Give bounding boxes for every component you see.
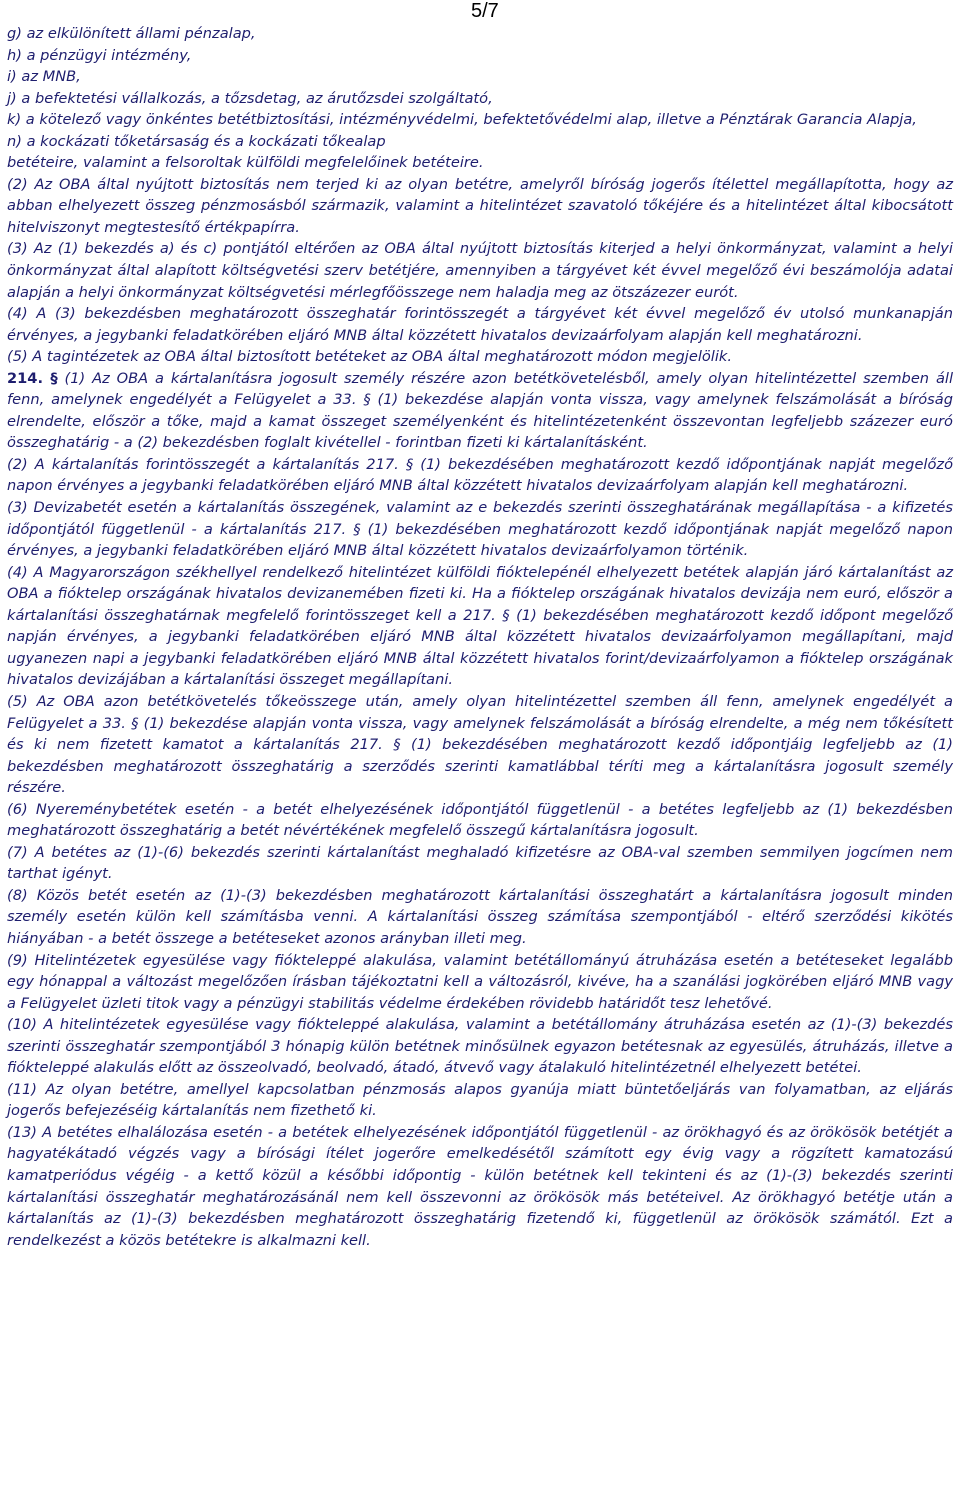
- section-214-paragraph-1: [7, 368, 953, 454]
- section-214-paragraph-13: (13) A betétes elhalálozása esetén - a betétek elhelyezésének időpontjától függetlenül - az örökhagyó és az örökösök betétjét a hagyatékátadó végzés vagy a bírósági ítélet jogerőre emelkedésétől számított egy évig vagy a rögzített kamatozású kamatperiódus végéig - a kettő közül a későbbi időpontig - külön betétnek kell tekinteni és az (1)-(3) bekezdés szerinti kártalanítási összeghatár meghatározásánál nem kell összevonni az örökösök más betéteivel. Az örökhagyó betétje után a kártalanítás az (1)-(3) bekezdésben meghatározott összeghatárig fizetendő ki, függetlenül az örökösök számától. Ezt a rendelkezést a közös betétekre is alkalmazni kell.: [7, 1123, 953, 1249]
- document-body: [7, 23, 953, 1251]
- paragraph-4: (4) A (3) bekezdésben meghatározott összeghatár forintösszegét a tárgyévet két évvel megelőző év utolsó munkanapján érvényes, a jegybanki feladatkörében eljáró MNB által közzétett hivatalos devizaárfolyam alapján kell meghatározni.: [7, 305, 953, 344]
- section-214-paragraph-4: (4) A Magyarországon székhellyel rendelkező hitelintézet külföldi fióktelepénél elhelyezett betétek alapján járó kártalanítást az OBA a fióktelep országának hivatalos devizanemében fizeti ki. Ha a fióktelep országának hivatalos devizája nem euró, először a kártalanítási összeghatárnak megfelelő forintösszeget kell a 217. § (1) bekezdésében meghatározott kezdő időpont megelőző napján érvényes, a jegybanki feladatkörében eljáró MNB által közzétett hivatalos devizaárfolyamon megállapítani, majd ugyanezen napi a jegybanki feladatkörében eljáró MNB által közzétett hivatalos forint/devizaárfolyamon a fióktelep országának hivatalos devizájában a kártalanítási összeget megállapítani.: [7, 563, 953, 689]
- section-214-paragraph-11: (11) Az olyan betétre, amellyel kapcsolatban pénzmosás alapos gyanúja miatt büntetőeljárás van folyamatban, az eljárás jogerős befejezéséig kártalanítás nem fizethető ki.: [7, 1080, 953, 1120]
- list-item-i: i) az MNB,: [7, 68, 81, 86]
- list-item-j: j) a befektetési vállalkozás, a tőzsdetag, az árutőzsdei szolgáltató,: [7, 89, 493, 107]
- list-item-h: h) a pénzügyi intézmény,: [7, 46, 192, 64]
- section-214-paragraph-7: (7) A betétes az (1)-(6) bekezdés szerinti kártalanítást meghaladó kifizetésre az OBA-val szemben semmilyen jogcímen nem tarthat igényt.: [7, 843, 953, 883]
- section-214-paragraph-3: (3) Devizabetét esetén a kártalanítás összegének, valamint az e bekezdés szerinti összeghatárának megállapítása - a kifizetés időpontjától függetlenül - a kártalanítás 217. § (1) bekezdésében meghatározott kezdő időpontjának napját megelőző napon érvényes, a jegybanki feladatkörében eljáró MNB által közzétett hivatalos devizaárfolyamon történik.: [7, 499, 953, 560]
- paragraph-2: (2) Az OBA által nyújtott biztosítás nem terjed ki az olyan betétre, amelyről bíróság jogerős ítélettel megállapította, hogy az abban elhelyezett összeg pénzmosásból származik, valamint a hitelintézet szavatoló tőkéjére és a hitelintézet által kibocsátott hitelviszonyt megtestesítő értékpapírra.: [7, 175, 953, 236]
- section-214-paragraph-5: (5) Az OBA azon betétkövetelés tőkeösszege után, amely olyan hitelintézettel szemben áll fenn, amelynek engedélyét a Felügyelet a 33. § (1) bekezdése alapján vonta vissza, vagy amelynek felszámolását a bíróság elrendelte, a még nem tőkésített és ki nem fizetett kamatot a kártalanítás 217. § (1) bekezdésében meghatározott kezdő időpontjáig legfeljebb az (1) bekezdésben meghatározott összeghatárig a szerződés szerinti kamatlábbal téríti meg a kártalanításra jogosult személy részére.: [7, 692, 953, 797]
- section-214-paragraph-8: (8) Közös betét esetén az (1)-(3) bekezdésben meghatározott kártalanítási összeghatárt a kártalanításra jogosult minden személy esetén külön kell számításba venni. A kártalanítási összeg számítása szempontjából - eltérő szerződési kikötés hiányában - a betét összege a betéteseket azonos arányban illeti meg.: [7, 886, 953, 947]
- section-214-paragraph-6: (6) Nyereménybetétek esetén - a betét elhelyezésének időpontjától függetlenül - a betétes legfeljebb az (1) bekezdésben meghatározott összeghatárig a betét névértékének megfelelő összegű kártalanításra jogosult.: [7, 800, 953, 840]
- section-214-paragraph-10: (10) A hitelintézetek egyesülése vagy fiókteleppé alakulása, valamint a betétállomány átruházása esetén az (1)-(3) bekezdés szerinti összeghatár szempontjából 3 hónapig külön betétnek minősülnek egyazon betétesnak az egyesülés, átruházás, illetve a fiókteleppé alakulás előtt az összeolvadó, beolvadó, átadó, átvevő vagy átalakuló hitelintézetnél elhelyezett betétei.: [7, 1016, 953, 1077]
- section-214-paragraph-9: (9) Hitelintézetek egyesülése vagy fiókteleppé alakulása, valamint betétállományú átruházása esetén a betéteseket legalább egy hónappal a változást megelőzően írásban tájékoztatni kell a változásról, kivéve, ha a szanálási jogkörében eljáró MNB vagy a Felügyelet üzleti titok vagy a pénzügyi stabilitás védelme érdekében rövidebb határidőt tesz lehetővé.: [7, 951, 953, 1012]
- paragraph-3: (3) Az (1) bekezdés a) és c) pontjától eltérően az OBA által nyújtott biztosítás kiterjed a helyi önkormányzat, valamint a helyi önkormányzat által alapított költségvetési szerv betétjére, amennyiben a tárgyévet két évvel megelőző évi beszámolója adatai alapján a helyi önkormányzat költségvetési mérlegfőösszege nem haladja meg az ötszázezer eurót.: [7, 240, 953, 301]
- section-214-text: (1) Az OBA a kártalanításra jogosult személy részére azon betétkövetelésből, amely olyan hitelintézettel szemben áll fenn, amelynek engedélyét a Felügyelet a 33. § (1) bekezdése alapján vonta vissza, vagy amelynek felszámolását a bíróság elrendelte, először a tőke, majd a kamat összeget személyenként és hitelintézetenként összevontan legfeljebb százezer euró összeghatárig - a (2) bekezdésben foglalt kivétellel - forintban fizeti ki kártalanításként.: [7, 369, 953, 452]
- list-item-n: n) a kockázati tőketársaság és a kockázati tőkealap: [7, 132, 386, 150]
- list-closing: betéteire, valamint a felsoroltak külföldi megfelelőinek betéteire.: [7, 154, 484, 172]
- page-number: 5/7: [471, 0, 499, 22]
- list-item-k: k) a kötelező vagy önkéntes betétbiztosítási, intézményvédelmi, befektetővédelmi alap, illetve a Pénztárak Garancia Alapja,: [7, 111, 917, 129]
- section-214-paragraph-2: (2) A kártalanítás forintösszegét a kártalanítás 217. § (1) bekezdésében meghatározott kezdő időpontjának napját megelőző napon érvényes a jegybanki feladatkörében eljáró MNB által közzétett hivatalos devizaárfolyam alapján kell meghatározni.: [7, 455, 953, 495]
- list-item-g: g) az elkülönített állami pénzalap,: [7, 25, 256, 42]
- document-page: [7, 0, 953, 1503]
- section-heading: 214. §: [7, 369, 58, 387]
- paragraph-5: (5) A tagintézetek az OBA által biztosított betéteket az OBA által meghatározott módon megjelölik.: [7, 348, 733, 366]
